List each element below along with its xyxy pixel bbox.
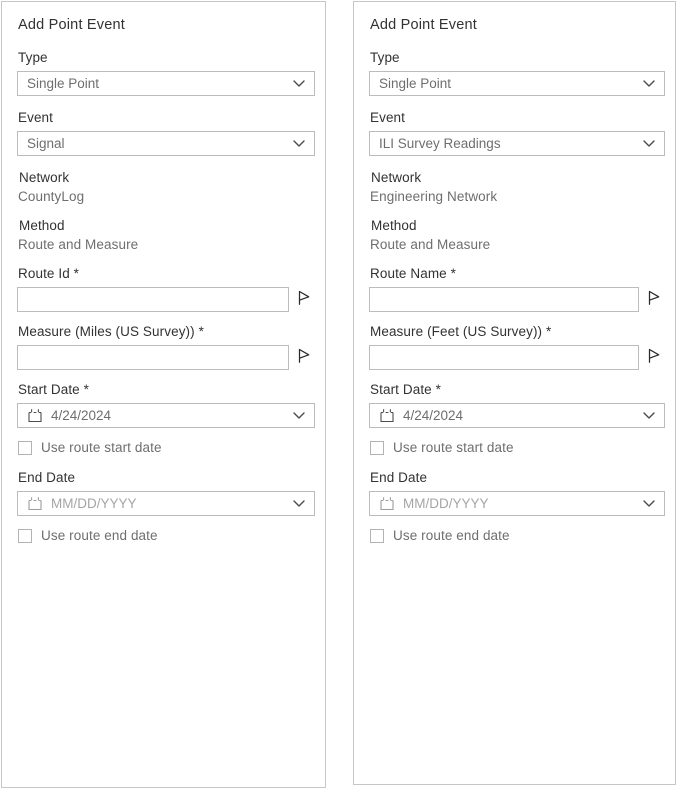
end-date-picker[interactable] bbox=[369, 491, 665, 516]
type-label: Type bbox=[18, 50, 48, 65]
network-field bbox=[370, 170, 665, 204]
type-dropdown-value: Single Point bbox=[27, 76, 100, 91]
use-route-end-date-checkbox[interactable] bbox=[18, 529, 32, 543]
end-date-placeholder: MM/DD/YYYY bbox=[403, 496, 489, 511]
event-label: Event bbox=[18, 110, 54, 125]
measure-pick-button[interactable] bbox=[641, 346, 665, 370]
calendar-icon bbox=[379, 496, 395, 512]
network-field bbox=[18, 170, 315, 204]
method-field bbox=[370, 218, 665, 252]
page-title: Add Point Event bbox=[18, 17, 125, 33]
add-point-event-panel-right bbox=[353, 1, 676, 785]
route-id-input[interactable] bbox=[17, 287, 289, 312]
type-dropdown-value: Single Point bbox=[379, 76, 452, 91]
use-route-start-date-checkbox[interactable] bbox=[370, 441, 384, 455]
end-date-picker[interactable] bbox=[17, 491, 315, 516]
chevron-down-icon bbox=[293, 412, 305, 419]
use-route-end-date-label: Use route end date bbox=[41, 528, 158, 543]
use-route-end-date-row[interactable] bbox=[18, 528, 315, 543]
use-route-end-date-row[interactable] bbox=[370, 528, 665, 543]
page-title: Add Point Event bbox=[370, 17, 477, 33]
measure-input[interactable] bbox=[17, 345, 289, 370]
measure-input[interactable] bbox=[369, 345, 639, 370]
map-pick-arrow-icon bbox=[294, 289, 313, 310]
calendar-icon bbox=[27, 496, 43, 512]
method-field bbox=[18, 218, 315, 252]
event-dropdown-value: ILI Survey Readings bbox=[379, 136, 501, 151]
type-label: Type bbox=[370, 50, 400, 65]
measure-label: Measure (Miles (US Survey)) * bbox=[18, 324, 204, 339]
route-name-input[interactable] bbox=[369, 287, 639, 312]
method-value: Route and Measure bbox=[18, 237, 139, 252]
use-route-end-date-label: Use route end date bbox=[393, 528, 510, 543]
chevron-down-icon bbox=[643, 80, 655, 87]
network-label: Network bbox=[371, 170, 422, 185]
method-value: Route and Measure bbox=[370, 237, 491, 252]
calendar-icon bbox=[379, 408, 395, 424]
start-date-label: Start Date * bbox=[18, 382, 89, 397]
map-pick-arrow-icon bbox=[644, 289, 663, 310]
event-label: Event bbox=[370, 110, 406, 125]
event-dropdown[interactable] bbox=[369, 131, 665, 156]
network-value: CountyLog bbox=[18, 189, 85, 204]
chevron-down-icon bbox=[643, 412, 655, 419]
start-date-label: Start Date * bbox=[370, 382, 441, 397]
route-id-label: Route Id * bbox=[18, 266, 80, 281]
chevron-down-icon bbox=[293, 140, 305, 147]
route-pick-button[interactable] bbox=[291, 288, 315, 312]
chevron-down-icon bbox=[643, 500, 655, 507]
route-name-row bbox=[369, 287, 665, 312]
measure-label: Measure (Feet (US Survey)) * bbox=[370, 324, 552, 339]
start-date-picker[interactable] bbox=[17, 403, 315, 428]
network-label: Network bbox=[19, 170, 70, 185]
event-dropdown-value: Signal bbox=[27, 136, 65, 151]
method-label: Method bbox=[19, 218, 65, 233]
use-route-start-date-label: Use route start date bbox=[393, 440, 514, 455]
chevron-down-icon bbox=[293, 80, 305, 87]
start-date-value: 4/24/2024 bbox=[51, 408, 112, 423]
use-route-start-date-row[interactable] bbox=[370, 440, 665, 455]
end-date-label: End Date bbox=[370, 470, 428, 485]
use-route-end-date-checkbox[interactable] bbox=[370, 529, 384, 543]
event-dropdown[interactable] bbox=[17, 131, 315, 156]
network-value: Engineering Network bbox=[370, 189, 498, 204]
add-point-event-panel-left bbox=[1, 1, 326, 788]
type-dropdown[interactable] bbox=[17, 71, 315, 96]
route-name-label: Route Name * bbox=[370, 266, 456, 281]
start-date-value: 4/24/2024 bbox=[403, 408, 464, 423]
chevron-down-icon bbox=[643, 140, 655, 147]
map-pick-arrow-icon bbox=[294, 347, 313, 368]
map-pick-arrow-icon bbox=[644, 347, 663, 368]
measure-row bbox=[369, 345, 665, 370]
end-date-label: End Date bbox=[18, 470, 76, 485]
method-label: Method bbox=[371, 218, 417, 233]
use-route-start-date-label: Use route start date bbox=[41, 440, 162, 455]
measure-pick-button[interactable] bbox=[291, 346, 315, 370]
start-date-picker[interactable] bbox=[369, 403, 665, 428]
end-date-placeholder: MM/DD/YYYY bbox=[51, 496, 137, 511]
use-route-start-date-row[interactable] bbox=[18, 440, 315, 455]
type-dropdown[interactable] bbox=[369, 71, 665, 96]
measure-row bbox=[17, 345, 315, 370]
use-route-start-date-checkbox[interactable] bbox=[18, 441, 32, 455]
route-id-row bbox=[17, 287, 315, 312]
calendar-icon bbox=[27, 408, 43, 424]
route-pick-button[interactable] bbox=[641, 288, 665, 312]
chevron-down-icon bbox=[293, 500, 305, 507]
